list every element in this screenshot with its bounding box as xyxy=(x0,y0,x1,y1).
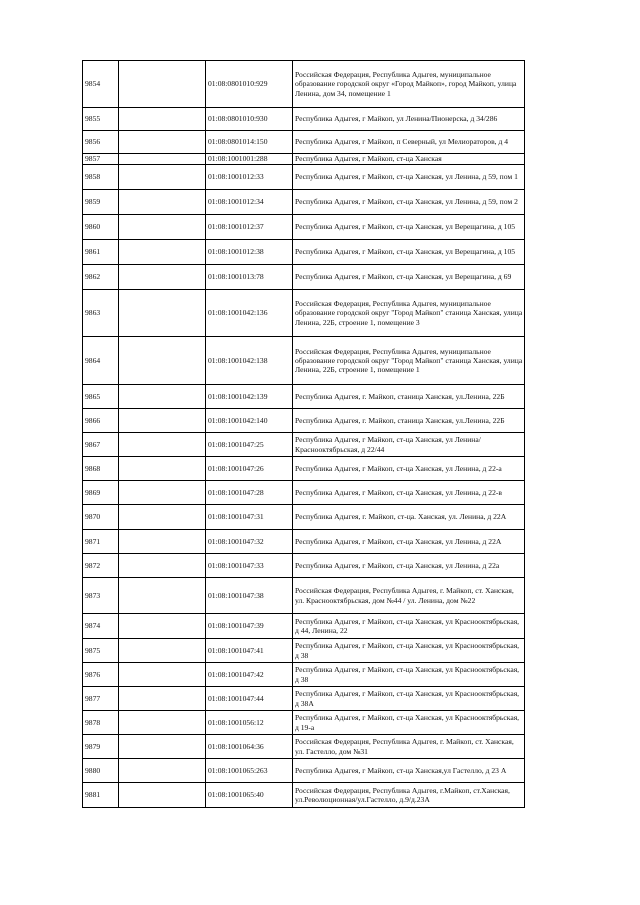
table-row xyxy=(83,457,525,481)
row-number: 9864 xyxy=(83,337,119,385)
address: Республика Адыгея, г Майкоп, ст-ца Ханская, ул Краснооктябрьская, д 44, Ленина, 22 xyxy=(293,614,525,639)
row-number: 9861 xyxy=(83,240,119,265)
address: Российская Федерация, Республика Адыгея, г. Майкоп, ст. Ханская, ул. Гастелло, дом №31 xyxy=(293,735,525,759)
row-number: 9858 xyxy=(83,165,119,190)
address: Российская Федерация, Республика Адыгея, муниципальное образование городской округ "Город Майкоп" станица Ханская, улица Ленина, 22Б, строение 1, помещение 3 xyxy=(293,290,525,337)
table-row xyxy=(83,505,525,530)
row-number: 9868 xyxy=(83,457,119,481)
address: Республика Адыгея, г Майкоп, ст-ца Ханская, ул Краснооктябрьская, д 19-а xyxy=(293,711,525,735)
empty-cell xyxy=(119,433,206,457)
cadastral-number: 01:08:1001012:33 xyxy=(206,165,293,190)
empty-cell xyxy=(119,735,206,759)
table-row xyxy=(83,735,525,759)
cadastral-number: 01:08:1001065:263 xyxy=(206,759,293,783)
table-row xyxy=(83,337,525,385)
empty-cell xyxy=(119,108,206,131)
address: Республика Адыгея, г Майкоп, ст-ца Ханская,ул Гастелло, д 23 А xyxy=(293,759,525,783)
address: Республика Адыгея, г. Майкоп, станица Ханская, ул.Ленина, 22Б xyxy=(293,385,525,409)
table-row xyxy=(83,433,525,457)
address: Республика Адыгея, г Майкоп, ст-ца Ханская, ул Краснооктябрьская, д 38 xyxy=(293,639,525,663)
empty-cell xyxy=(119,240,206,265)
table-row xyxy=(83,530,525,554)
cadastral-number: 01:08:1001047:31 xyxy=(206,505,293,530)
empty-cell xyxy=(119,505,206,530)
cadastral-number: 01:08:1001012:37 xyxy=(206,215,293,240)
registry-table-body xyxy=(83,61,525,808)
table-row xyxy=(83,154,525,165)
empty-cell xyxy=(119,711,206,735)
cadastral-number: 01:08:1001047:44 xyxy=(206,687,293,711)
table-row xyxy=(83,190,525,215)
table-row xyxy=(83,687,525,711)
table-row xyxy=(83,385,525,409)
row-number: 9879 xyxy=(83,735,119,759)
table-row xyxy=(83,215,525,240)
empty-cell xyxy=(119,337,206,385)
cadastral-number: 01:08:1001065:40 xyxy=(206,783,293,808)
address: Республика Адыгея, г Майкоп, п Северный, ул Мелиораторов, д 4 xyxy=(293,131,525,154)
cadastral-number: 01:08:1001047:41 xyxy=(206,639,293,663)
cadastral-number: 01:08:1001047:33 xyxy=(206,554,293,578)
empty-cell xyxy=(119,165,206,190)
row-number: 9862 xyxy=(83,265,119,290)
empty-cell xyxy=(119,409,206,433)
empty-cell xyxy=(119,663,206,687)
address: Российская Федерация, Республика Адыгея, г.Майкоп, ст.Ханская, ул.Революционная/ул.Гастелло, д.9/д.23А xyxy=(293,783,525,808)
cadastral-number: 01:08:1001047:25 xyxy=(206,433,293,457)
row-number: 9863 xyxy=(83,290,119,337)
address: Республика Адыгея, г Майкоп, ст-ца Ханская, ул Краснооктябрьская, д 38 xyxy=(293,663,525,687)
table-row xyxy=(83,290,525,337)
table-row xyxy=(83,265,525,290)
empty-cell xyxy=(119,215,206,240)
table-row xyxy=(83,481,525,505)
cadastral-number: 01:08:0801010:929 xyxy=(206,61,293,108)
table-row xyxy=(83,409,525,433)
row-number: 9866 xyxy=(83,409,119,433)
cadastral-number: 01:08:1001042:140 xyxy=(206,409,293,433)
address: Республика Адыгея, г Майкоп, ст-ца Ханская, ул Ленина, д 22-в xyxy=(293,481,525,505)
cadastral-number: 01:08:1001047:32 xyxy=(206,530,293,554)
cadastral-number: 01:08:1001047:26 xyxy=(206,457,293,481)
address: Республика Адыгея, г Майкоп, ст-ца Ханская, ул Ленина, д 22а xyxy=(293,554,525,578)
empty-cell xyxy=(119,385,206,409)
address: Республика Адыгея, г Майкоп, ул Ленина/Пионерска, д 34/286 xyxy=(293,108,525,131)
row-number: 9872 xyxy=(83,554,119,578)
table-row xyxy=(83,131,525,154)
row-number: 9860 xyxy=(83,215,119,240)
address: Республика Адыгея, г Майкоп, ст-ца Ханская, ул Ленина, д 59, пом 1 xyxy=(293,165,525,190)
row-number: 9870 xyxy=(83,505,119,530)
empty-cell xyxy=(119,554,206,578)
address: Республика Адыгея, г Майкоп, ст-ца Ханская, ул Ленина/Краснооктябрьская, д 22/44 xyxy=(293,433,525,457)
cadastral-number: 01:08:1001047:39 xyxy=(206,614,293,639)
cadastral-number: 01:08:1001042:136 xyxy=(206,290,293,337)
table-row xyxy=(83,578,525,614)
row-number: 9881 xyxy=(83,783,119,808)
table-row xyxy=(83,663,525,687)
cadastral-number: 01:08:0801014:150 xyxy=(206,131,293,154)
row-number: 9877 xyxy=(83,687,119,711)
cadastral-number: 01:08:1001056:12 xyxy=(206,711,293,735)
address: Республика Адыгея, г Майкоп, ст-ца Ханская, ул Ленина, д 22А xyxy=(293,530,525,554)
empty-cell xyxy=(119,131,206,154)
cadastral-number: 01:08:1001042:138 xyxy=(206,337,293,385)
address: Республика Адыгея, г Майкоп, ст-ца Ханская, ул Верещагина, д 105 xyxy=(293,215,525,240)
address: Российская Федерация, Республика Адыгея, г. Майкоп, ст. Ханская, ул. Краснооктябрьская, дом №44 / ул. Ленина, дом №22 xyxy=(293,578,525,614)
cadastral-number: 01:08:1001042:139 xyxy=(206,385,293,409)
address: Республика Адыгея, г Майкоп, ст-ца Ханская xyxy=(293,154,525,165)
row-number: 9875 xyxy=(83,639,119,663)
row-number: 9871 xyxy=(83,530,119,554)
table-row xyxy=(83,639,525,663)
empty-cell xyxy=(119,190,206,215)
address: Российская Федерация, Республика Адыгея, муниципальное образование городской округ «Город Майкоп», город Майкоп, улица Ленина, дом 34, помещение 1 xyxy=(293,61,525,108)
table-row xyxy=(83,240,525,265)
cadastral-number: 01:08:1001047:28 xyxy=(206,481,293,505)
table-row xyxy=(83,165,525,190)
empty-cell xyxy=(119,783,206,808)
empty-cell xyxy=(119,639,206,663)
empty-cell xyxy=(119,614,206,639)
table-row xyxy=(83,108,525,131)
address: Республика Адыгея, г Майкоп, ст-ца Ханская, ул Верещагина, д 69 xyxy=(293,265,525,290)
row-number: 9855 xyxy=(83,108,119,131)
table-row xyxy=(83,783,525,808)
row-number: 9869 xyxy=(83,481,119,505)
row-number: 9854 xyxy=(83,61,119,108)
address: Республика Адыгея, г Майкоп, ст-ца Ханская, ул Ленина, д 22-а xyxy=(293,457,525,481)
row-number: 9876 xyxy=(83,663,119,687)
table-row xyxy=(83,711,525,735)
cadastral-number: 01:08:1001012:38 xyxy=(206,240,293,265)
cadastral-number: 01:08:1001064:36 xyxy=(206,735,293,759)
row-number: 9857 xyxy=(83,154,119,165)
cadastral-number: 01:08:0801010:930 xyxy=(206,108,293,131)
row-number: 9865 xyxy=(83,385,119,409)
row-number: 9859 xyxy=(83,190,119,215)
empty-cell xyxy=(119,61,206,108)
address: Республика Адыгея, г Майкоп, ст-ца Ханская, ул Верещагина, д 105 xyxy=(293,240,525,265)
cadastral-number: 01:08:1001047:38 xyxy=(206,578,293,614)
address: Республика Адыгея, г Майкоп, ст-ца Ханская, ул Краснооктябрьская, д 38А xyxy=(293,687,525,711)
cadastral-number: 01:08:1001013:78 xyxy=(206,265,293,290)
address: Республика Адыгея, г. Майкоп, ст-ца. Ханская, ул. Ленина, д 22А xyxy=(293,505,525,530)
table-row xyxy=(83,554,525,578)
registry-table xyxy=(82,60,525,808)
row-number: 9878 xyxy=(83,711,119,735)
table-row xyxy=(83,759,525,783)
address: Российская Федерация, Республика Адыгея, муниципальное образование городской округ "Город Майкоп" станица Ханская, улица Ленина, 22Б, строение 1, помещение 1 xyxy=(293,337,525,385)
cadastral-number: 01:08:1001001:288 xyxy=(206,154,293,165)
empty-cell xyxy=(119,457,206,481)
empty-cell xyxy=(119,759,206,783)
empty-cell xyxy=(119,290,206,337)
cadastral-number: 01:08:1001012:34 xyxy=(206,190,293,215)
address: Республика Адыгея, г. Майкоп, станица Ханская, ул.Ленина, 22Б xyxy=(293,409,525,433)
address: Республика Адыгея, г Майкоп, ст-ца Ханская, ул Ленина, д 59, пом 2 xyxy=(293,190,525,215)
empty-cell xyxy=(119,481,206,505)
row-number: 9873 xyxy=(83,578,119,614)
table-row xyxy=(83,61,525,108)
empty-cell xyxy=(119,154,206,165)
table-row xyxy=(83,614,525,639)
empty-cell xyxy=(119,265,206,290)
empty-cell xyxy=(119,687,206,711)
empty-cell xyxy=(119,530,206,554)
empty-cell xyxy=(119,578,206,614)
row-number: 9880 xyxy=(83,759,119,783)
row-number: 9874 xyxy=(83,614,119,639)
row-number: 9867 xyxy=(83,433,119,457)
cadastral-number: 01:08:1001047:42 xyxy=(206,663,293,687)
row-number: 9856 xyxy=(83,131,119,154)
